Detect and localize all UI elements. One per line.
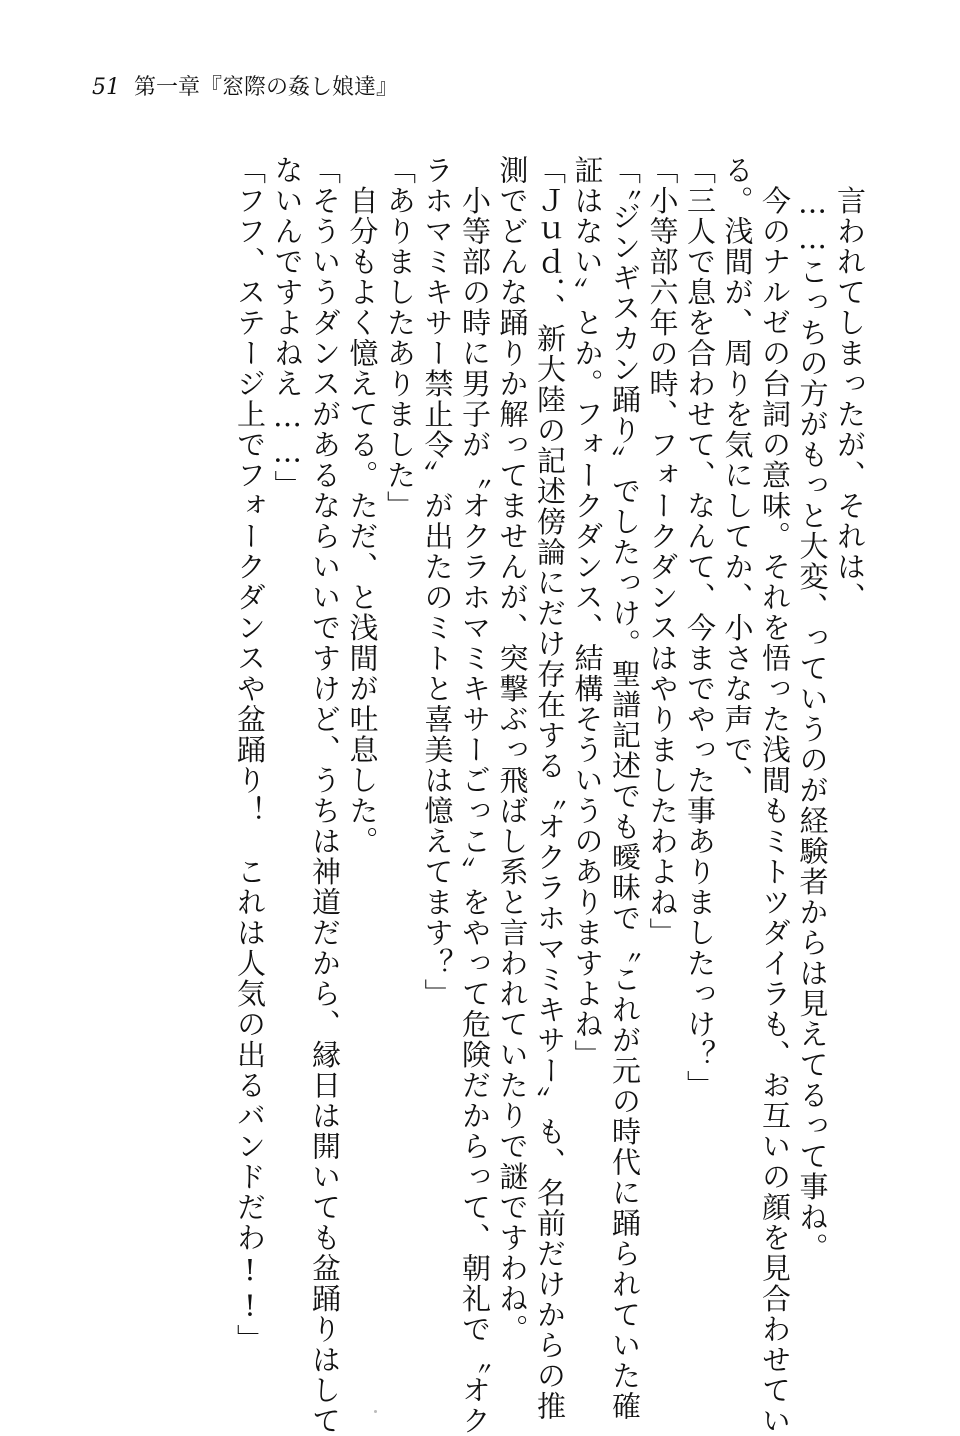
text-line: 「Ｊｕｄ．、新大陸の記述傍論にだけ存在する〝オクラホマミキサー〟も、名前だけからの推 xyxy=(533,155,567,1422)
text-line: 自分もよく憶えてる。ただ、と浅間が吐息した。 xyxy=(345,155,380,857)
text-line: 「小等部六年の時、フォークダンスはやりましたわよね」 xyxy=(645,155,680,948)
text-line: る。浅間が、周りを気にしてか、小さな声で、 xyxy=(720,155,755,796)
text-line: 測でどんな踊りか解ってませんが、突撃ぶっ飛ばし系と言われていたりで謎ですわね。 xyxy=(495,155,530,1345)
page-header xyxy=(92,70,398,101)
text-line: 「ありましたありました」 xyxy=(383,155,417,521)
text-line: 「三人で息を合わせて、なんて、今までやった事ありましたっけ？」 xyxy=(683,155,717,1101)
text-line: 証はない〟とか。フォークダンス、結構そういうのありますよね」 xyxy=(570,155,605,1070)
text-line: 「〝ジンギスカン踊り〟でしたっけ。聖譜記述でも曖昧で〝これが元の時代に踊られていた確 xyxy=(608,155,642,1422)
text-line: ないんですよねえ……」 xyxy=(270,155,305,501)
text-line: ラホマミキサー禁止令〟が出たのミトと喜美は憶えてます？」 xyxy=(420,155,455,1009)
page-number: 51 xyxy=(92,75,120,100)
scan-dot xyxy=(374,1410,377,1413)
text-line: 言われてしまったが、それは、 xyxy=(833,155,867,613)
text-line: 小等部の時に男子が〝オクラホマミキサーごっこ〟をやって危険だからって、朝礼で〝オク xyxy=(458,155,492,1436)
text-line: ……こっちの方がもっと大変、っていうのが経験者からは見えてるって事ね。 xyxy=(795,155,830,1263)
chapter-title: 第一章『窓際の姦し娘達』 xyxy=(134,75,399,100)
vertical-text-body xyxy=(231,155,869,1436)
text-line: 今のナルゼの台詞の意味。それを悟った浅間もミトツダイラも、お互いの顔を見合わせてい xyxy=(758,155,792,1436)
text-line: 「そういうダンスがあるならいいですけど、うちは神道だから、縁日は開いても盆踊りはして xyxy=(308,155,342,1436)
text-line: 「フフ、ステージ上でフォークダンスや盆踊り！ これは人気の出るバンドだわ!!」 xyxy=(233,155,267,1355)
